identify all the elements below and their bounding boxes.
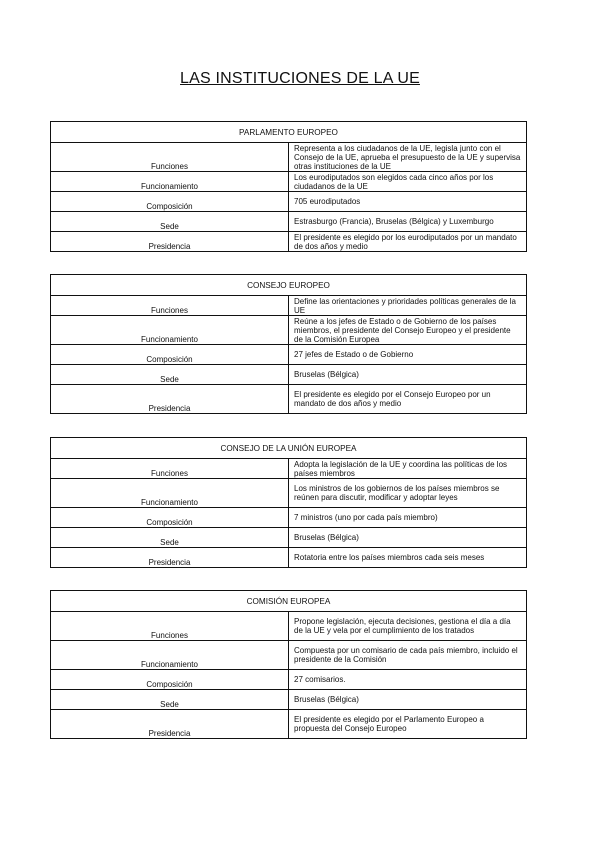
row-label: Funcionamiento xyxy=(51,172,289,192)
row-label: Funciones xyxy=(51,296,289,316)
row-label: Composición xyxy=(51,670,289,690)
table-row xyxy=(51,670,527,690)
row-label: Sede xyxy=(51,365,289,385)
row-text: El presidente es elegido por el Consejo Europeo por un mandato de dos años y medio xyxy=(289,385,527,414)
row-text: Bruselas (Bélgica) xyxy=(289,690,527,710)
row-text: 7 ministros (uno por cada país miembro) xyxy=(289,508,527,528)
row-text: Compuesta por un comisario de cada país miembro, incluido el presidente de la Comisión xyxy=(289,641,527,670)
table-consejo-union-europea xyxy=(50,437,527,568)
table-row xyxy=(51,641,527,670)
table-row xyxy=(51,365,527,385)
table-parlamento-europeo xyxy=(50,121,527,252)
row-label: Presidencia xyxy=(51,385,289,414)
table-row xyxy=(51,385,527,414)
row-text: Los ministros de los gobiernos de los países miembros se reúnen para discutir, modificar y adoptar leyes xyxy=(289,479,527,508)
row-text: Adopta la legislación de la UE y coordina las políticas de los países miembros xyxy=(289,459,527,479)
table-row xyxy=(51,345,527,365)
table-header: CONSEJO DE LA UNIÓN EUROPEA xyxy=(51,438,527,459)
row-text: El presidente es elegido por el Parlamento Europeo a propuesta del Consejo Europeo xyxy=(289,710,527,739)
row-label: Funcionamiento xyxy=(51,316,289,345)
row-text: Define las orientaciones y prioridades políticas generales de la UE xyxy=(289,296,527,316)
row-text: Estrasburgo (Francia), Bruselas (Bélgica) y Luxemburgo xyxy=(289,212,527,232)
table-row xyxy=(51,548,527,568)
row-text: Propone legislación, ejecuta decisiones, gestiona el día a día de la UE y vela por el cumplimiento de los tratados xyxy=(289,612,527,641)
table-row xyxy=(51,690,527,710)
table-header: CONSEJO EUROPEO xyxy=(51,275,527,296)
row-label: Composición xyxy=(51,345,289,365)
table-consejo-europeo xyxy=(50,274,527,414)
row-label: Funciones xyxy=(51,143,289,172)
row-label: Funcionamiento xyxy=(51,479,289,508)
table-row xyxy=(51,479,527,508)
table-row xyxy=(51,508,527,528)
row-label: Funciones xyxy=(51,612,289,641)
table-header: COMISIÓN EUROPEA xyxy=(51,591,527,612)
row-text: El presidente es elegido por los eurodiputados por un mandato de dos años y medio xyxy=(289,232,527,252)
row-label: Sede xyxy=(51,212,289,232)
table-row xyxy=(51,143,527,172)
row-label: Presidencia xyxy=(51,232,289,252)
row-label: Presidencia xyxy=(51,710,289,739)
row-text: 27 jefes de Estado o de Gobierno xyxy=(289,345,527,365)
table-row xyxy=(51,528,527,548)
table-header: PARLAMENTO EUROPEO xyxy=(51,122,527,143)
row-text: Los eurodiputados son elegidos cada cinco años por los ciudadanos de la UE xyxy=(289,172,527,192)
row-text: 27 comisarios. xyxy=(289,670,527,690)
table-row xyxy=(51,232,527,252)
row-label: Composición xyxy=(51,192,289,212)
row-text: 705 eurodiputados xyxy=(289,192,527,212)
table-row xyxy=(51,459,527,479)
table-row xyxy=(51,192,527,212)
row-label: Funcionamiento xyxy=(51,641,289,670)
page-title: LAS INSTITUCIONES DE LA UE xyxy=(180,70,420,87)
table-row xyxy=(51,172,527,192)
row-label: Sede xyxy=(51,690,289,710)
table-comision-europea xyxy=(50,590,527,739)
row-label: Composición xyxy=(51,508,289,528)
table-row xyxy=(51,296,527,316)
row-text: Rotatoria entre los países miembros cada seis meses xyxy=(289,548,527,568)
table-row xyxy=(51,316,527,345)
table-row xyxy=(51,612,527,641)
row-label: Presidencia xyxy=(51,548,289,568)
row-text: Bruselas (Bélgica) xyxy=(289,365,527,385)
table-row xyxy=(51,212,527,232)
table-row xyxy=(51,710,527,739)
row-label: Sede xyxy=(51,528,289,548)
row-text: Bruselas (Bélgica) xyxy=(289,528,527,548)
row-label: Funciones xyxy=(51,459,289,479)
row-text: Reúne a los jefes de Estado o de Gobierno de los países miembros, el presidente del Consejo Europeo y el presidente de la Comisión Europea xyxy=(289,316,527,345)
row-text: Representa a los ciudadanos de la UE, legisla junto con el Consejo de la UE, aprueba el presupuesto de la UE y supervisa otras instituciones de la UE xyxy=(289,143,527,172)
